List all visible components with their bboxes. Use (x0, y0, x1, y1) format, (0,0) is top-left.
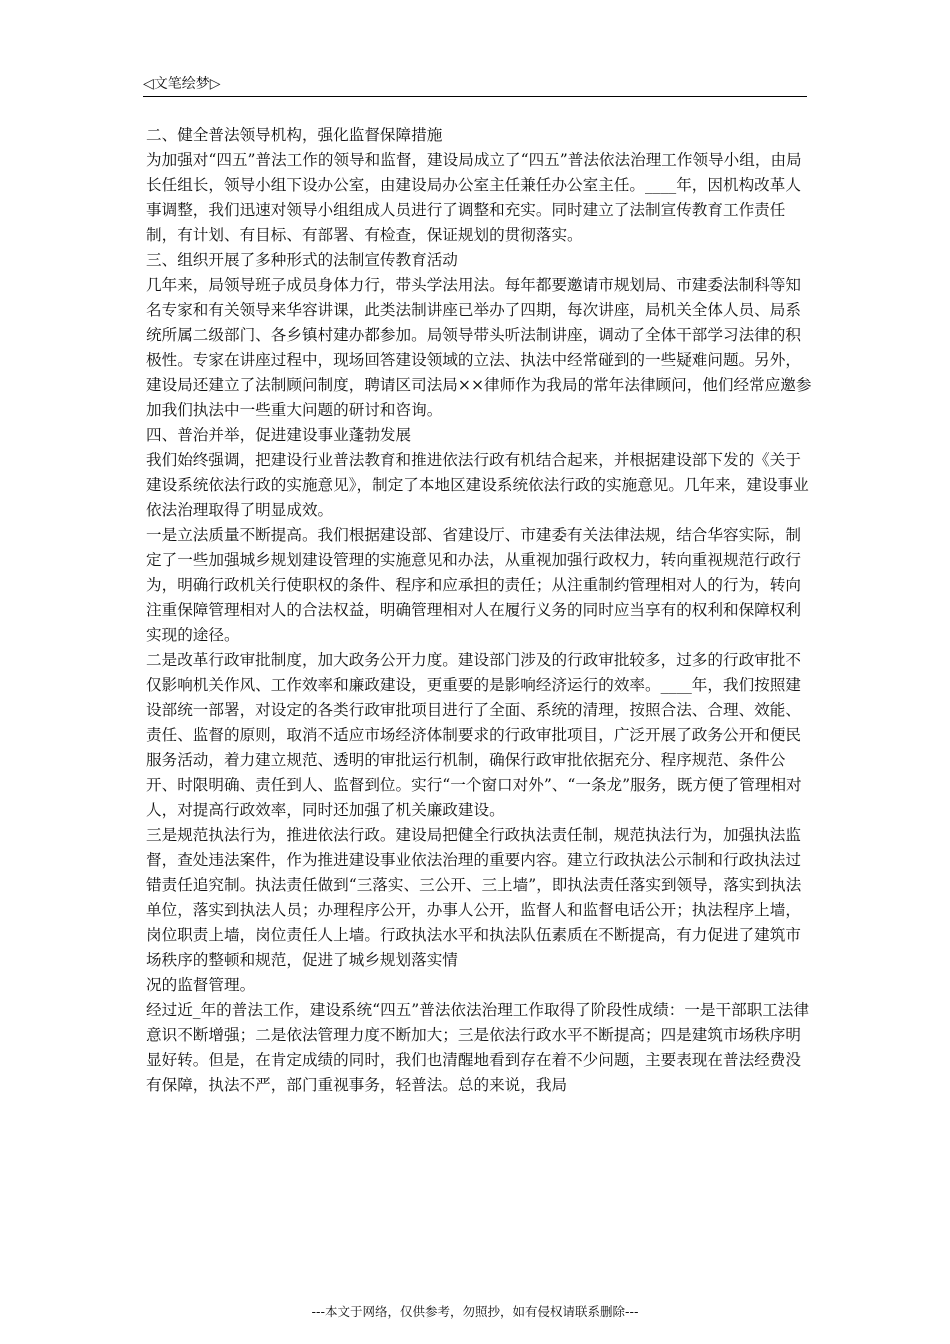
paragraph: 一是立法质量不断提高。我们根据建设部、省建设厅、市建委有关法律法规，结合华容实际，制定了一些加强城乡规划建设管理的实施意见和办法，从重视加强行政权力，转向重视规范行政行为，明确行政机关行使职权的条件、程序和应承担的责任；从注重制约管理相对人的行为，转向注重保障管理相对人的合法权益，明确管理相对人在履行义务的同时应当享有的权利和保障权利实现的途径。 (146, 526, 801, 644)
section-heading-3: 三、组织开展了多种形式的法制宣传教育活动 (146, 251, 458, 269)
paragraph: 三是规范执法行为，推进依法行政。建设局把健全行政执法责任制，规范执法行为，加强执法监督，查处违法案件，作为推进建设事业依法治理的重要内容。建立行政执法公示制和行政执法过错责任追究制。执法责任做到“三落实、三公开、三上墙”，即执法责任落实到领导，落实到执法单位，落实到执法人员；办理程序公开，办事人公开，监督人和监督电话公开；执法程序上墙，岗位职责上墙，岗位责任人上墙。行政执法水平和执法队伍素质在不断提高，有力促进了建筑市场秩序的整顿和规范，促进了城乡规划落实情 (146, 826, 802, 969)
paragraph: 我们始终强调，把建设行业普法教育和推进依法行政有机结合起来，并根据建设部下发的《关于建设系统依法行政的实施意见》，制定了本地区建设系统依法行政的实施意见。几年来，建设事业依法治理取得了明显成效。 (146, 451, 809, 519)
document-body (146, 123, 812, 1098)
paragraph: 几年来，局领导班子成员身体力行，带头学法用法。每年都要邀请市规划局、市建委法制科等知名专家和有关领导来华容讲课，此类法制讲座已举办了四期，每次讲座，局机关全体人员、局系统所属二级部门、各乡镇村建办都参加。局领导带头听法制讲座，调动了全体干部学习法律的积极性。专家在讲座过程中，现场回答建设领域的立法、执法中经常碰到的一些疑难问题。另外，建设局还建立了法制顾问制度，聘请区司法局××律师作为我局的常年法律顾问，他们经常应邀参加我们执法中一些重大问题的研讨和咨询。 (146, 276, 812, 419)
section-heading-2: 二、健全普法领导机构，强化监督保障措施 (146, 126, 443, 144)
header-brand: ◁文笔绘梦▷ (143, 76, 221, 92)
paragraph: 二是改革行政审批制度，加大政务公开力度。建设部门涉及的行政审批较多，过多的行政审批不仅影响机关作风、工作效率和廉政建设，更重要的是影响经济运行的效率。____年，我们按照建设部统一部署，对设定的各类行政审批项目进行了全面、系统的清理，按照合法、合理、效能、责任、监督的原则，取消不适应市场经济体制要求的行政审批项目，广泛开展了政务公开和便民服务活动，着力建立规范、透明的审批运行机制，确保行政审批依据充分、程序规范、条件公开、时限明确、责任到人、监督到位。实行“一个窗口对外”、“一条龙”服务，既方便了管理相对人，对提高行政效率，同时还加强了机关廉政建设。 (146, 651, 802, 819)
section-heading-4: 四、普治并举，促进建设事业蓬勃发展 (146, 426, 412, 444)
page-header (143, 74, 807, 98)
paragraph: 经过近_年的普法工作，建设系统“四五”普法依法治理工作取得了阶段性成绩：一是干部职工法律意识不断增强；二是依法管理力度不断加大；三是依法行政水平不断提高；四是建筑市场秩序明显好转。但是，在肯定成绩的同时，我们也清醒地看到存在着不少问题，主要表现在普法经费没有保障，执法不严，部门重视事务，轻普法。总的来说，我局 (146, 1001, 810, 1094)
paragraph: 为加强对“四五”普法工作的领导和监督，建设局成立了“四五”普法依法治理工作领导小组，由局长任组长，领导小组下设办公室，由建设局办公室主任兼任办公室主任。____年，因机构改革人事调整，我们迅速对领导小组组成人员进行了调整和充实。同时建立了法制宣传教育工作责任制，有计划、有目标、有部署、有检查，保证规划的贯彻落实。 (146, 151, 802, 244)
paragraph: 况的监督管理。 (146, 976, 256, 994)
footer-notice: ---本文于网络，仅供参考，勿照抄，如有侵权请联系删除--- (311, 1304, 639, 1319)
header-divider (143, 96, 807, 97)
